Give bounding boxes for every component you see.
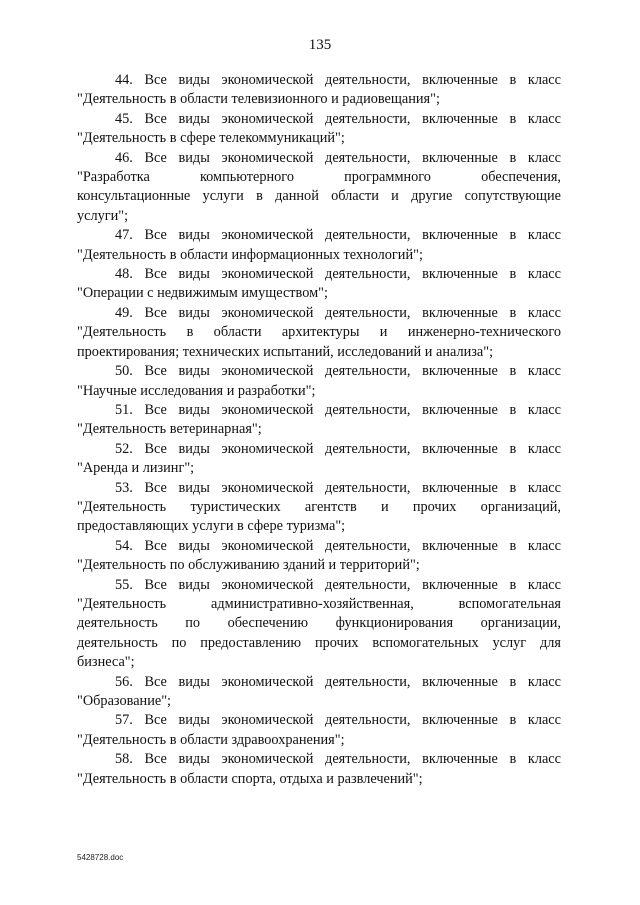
- list-item-line: консультационные услуги в данной области и другие сопутствующие: [77, 188, 561, 205]
- list-item-lead-line: 55. Все виды экономической деятельности, включенные в класс: [115, 576, 561, 593]
- list-item-lead-line: 44. Все виды экономической деятельности, включенные в класс: [115, 72, 561, 88]
- list-item-lead-line: 54. Все виды экономической деятельности, включенные в класс: [115, 537, 561, 554]
- list-item: [77, 401, 561, 440]
- list-item-line: "Научные исследования и разработки";: [77, 382, 316, 399]
- list-item: [77, 71, 561, 110]
- list-item-line: деятельность по предоставлению прочих вспомогательных услуг для: [77, 634, 561, 651]
- list-item-lead-line: 58. Все виды экономической деятельности, включенные в класс: [115, 751, 561, 768]
- list-item-line: "Деятельность в области информационных технологий";: [77, 246, 423, 263]
- list-item-line: предоставляющих услуги в сфере туризма";: [77, 518, 346, 535]
- list-item-lead-line: 47. Все виды экономической деятельности, включенные в класс: [115, 227, 561, 244]
- list-item-line: "Деятельность туристических агентств и прочих организаций,: [77, 498, 561, 515]
- list-item: [77, 149, 561, 227]
- list-item-line: "Деятельность ветеринарная";: [77, 421, 262, 438]
- list-item-lead-line: 52. Все виды экономической деятельности, включенные в класс: [115, 440, 561, 457]
- list-item-lead-line: 45. Все виды экономической деятельности, включенные в класс: [115, 110, 561, 127]
- list-item-line: бизнеса";: [77, 654, 135, 671]
- list-item-lead-line: 48. Все виды экономической деятельности, включенные в класс: [115, 266, 561, 283]
- list-item: [77, 110, 561, 149]
- list-item-line: "Разработка компьютерного программного обеспечения,: [77, 169, 561, 186]
- list-item: [77, 673, 561, 712]
- list-item-line: "Операции с недвижимым имуществом";: [77, 285, 328, 302]
- list-item-line: "Деятельность в области телевизионного и радиовещания";: [77, 91, 440, 108]
- list-item-line: проектирования; технических испытаний, исследований и анализа";: [77, 343, 494, 360]
- list-item: [77, 750, 561, 789]
- list-item: [77, 362, 561, 401]
- list-item-lead-line: 57. Все виды экономической деятельности, включенные в класс: [115, 712, 561, 729]
- list-item-line: деятельность по обеспечению функционирования организации,: [77, 615, 561, 632]
- list-item-line: "Аренда и лизинг";: [77, 460, 195, 477]
- list-item-lead-line: 51. Все виды экономической деятельности, включенные в класс: [115, 401, 561, 418]
- list-item-line: "Деятельность в области спорта, отдыха и развлечений";: [77, 770, 423, 787]
- list-item: [77, 576, 561, 673]
- list-item: [77, 479, 561, 537]
- list-item-lead-line: 49. Все виды экономической деятельности, включенные в класс: [115, 304, 561, 321]
- list-item-lead-line: 53. Все виды экономической деятельности, включенные в класс: [115, 479, 561, 496]
- list-item-line: "Деятельность в сфере телекоммуникаций";: [77, 130, 345, 147]
- list-item-line: "Деятельность по обслуживанию зданий и территорий";: [77, 557, 420, 574]
- list-item: [77, 440, 561, 479]
- list-item: [77, 304, 561, 362]
- list-item: [77, 226, 561, 265]
- footer-filename: 5428728.doc: [77, 853, 124, 862]
- document-body: [77, 71, 561, 789]
- list-item: [77, 537, 561, 576]
- list-item-lead-line: 50. Все виды экономической деятельности, включенные в класс: [115, 363, 561, 380]
- page-number: 135: [308, 37, 332, 53]
- list-item-line: "Деятельность административно-хозяйственная, вспомогательная: [77, 595, 561, 612]
- list-item-line: услуги";: [77, 207, 129, 224]
- list-item: [77, 711, 561, 750]
- list-item-line: "Деятельность в области архитектуры и инженерно-технического: [77, 324, 561, 341]
- list-item-lead-line: 56. Все виды экономической деятельности, включенные в класс: [115, 673, 561, 690]
- list-item-lead-line: 46. Все виды экономической деятельности, включенные в класс: [115, 149, 561, 166]
- list-item-line: "Образование";: [77, 693, 172, 709]
- list-item-line: "Деятельность в области здравоохранения";: [77, 731, 345, 748]
- list-item: [77, 265, 561, 304]
